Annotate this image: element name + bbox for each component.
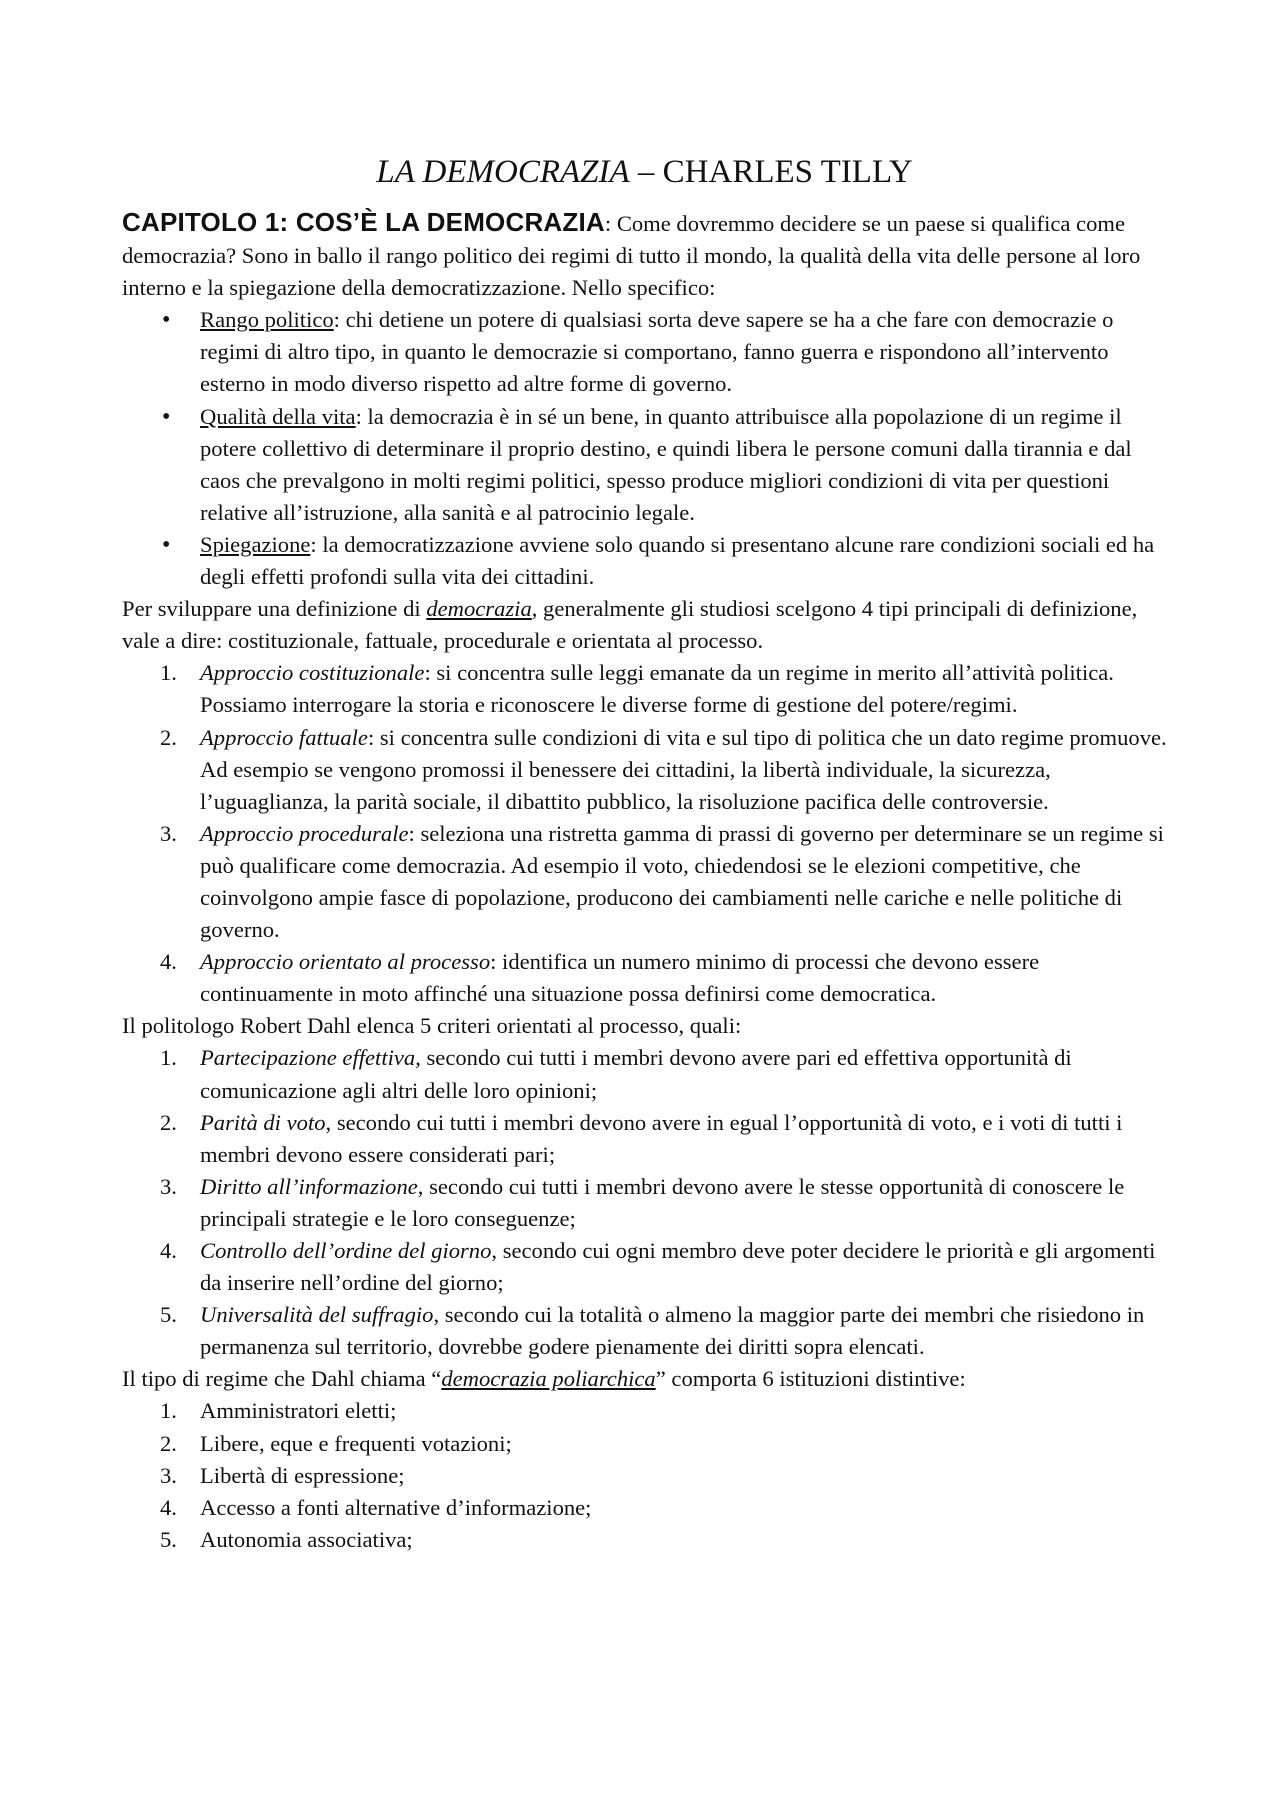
list-item [122, 1460, 1167, 1492]
polyarchy-text: Il tipo di regime che Dahl chiama “ [122, 1366, 442, 1392]
list-item [122, 722, 1167, 818]
document-page [122, 150, 1167, 1556]
criterion-text: , secondo cui la totalità o almeno la maggior parte dei membri che risiedono in permanenza sul territorio, dovrebbe godere pienamente dei diritti sopra elencati. [200, 1302, 1145, 1360]
approach-text: : si concentra sulle condizioni di vita e sul tipo di politica che un dato regime promuove. Ad esempio se vengono promossi il benessere dei cittadini, la libertà individuale, la sicurezza, l’uguaglianza, la parità sociale, il dibattito pubblico, la risoluzione pacifica delle controversie. [200, 724, 1167, 814]
list-item [122, 401, 1167, 529]
approach-term: Approccio orientato al processo [200, 949, 491, 975]
definition-term: democrazia [426, 596, 532, 622]
list-item [122, 1395, 1167, 1427]
criterion-text: , secondo cui tutti i membri devono avere in egual l’opportunità di voto, e i voti di tutti i membri devono essere considerati pari; [200, 1109, 1123, 1167]
approaches-list [122, 657, 1167, 1010]
list-item [122, 1042, 1167, 1106]
dahl-intro-paragraph: Il politologo Robert Dahl elenca 5 criteri orientati al processo, quali: [122, 1013, 742, 1039]
criterion-term: Controllo dell’ordine del giorno [200, 1238, 492, 1263]
definition-text: Per sviluppare una definizione di [122, 596, 427, 622]
bullet-term: Rango politico [200, 307, 334, 333]
approach-text: : identifica un numero minimo di processi che devono essere continuamente in moto affinché una situazione possa definirsi come democratica. [200, 949, 1040, 1007]
list-item [122, 1492, 1167, 1524]
reasons-list [122, 304, 1167, 593]
list-number: 4. [160, 1238, 177, 1263]
definition-text: , generalmente gli studiosi scelgono 4 tipi principali di definizione, vale a dire: costituzionale, fattuale, procedurale e orientata al processo. [122, 596, 1138, 654]
list-item [122, 1428, 1167, 1460]
criterion-term: Diritto all’informazione [200, 1173, 418, 1199]
title-rest: – CHARLES TILLY [629, 154, 913, 190]
approach-text: : seleziona una ristretta gamma di prassi di governo per determinare se un regime si può qualificare come democrazia. Ad esempio il voto, chiedendosi se le elezioni competitive, che coinvolgono ampie fasce di popolazione, producono dei cambiamenti nelle cariche e nelle politiche di governo. [200, 820, 1164, 943]
bullet-term: Spiegazione [200, 531, 311, 557]
list-number: 2. [160, 1430, 177, 1456]
approach-text: : si concentra sulle leggi emanate da un regime in merito all’attività politica. Possiamo interrogare la storia e riconoscere le diverse forme di gestione del potere/regimi. [200, 660, 1114, 718]
list-item [122, 1524, 1167, 1556]
list-number: 1. [160, 660, 177, 686]
list-number: 2. [160, 1109, 177, 1135]
list-number: 4. [160, 949, 177, 975]
polyarchy-text: ” comporta 6 istituzioni distintive: [655, 1366, 966, 1392]
definition-paragraph [122, 593, 1167, 657]
list-item [122, 1107, 1167, 1171]
criterion-term: Parità di voto [200, 1109, 326, 1135]
list-number: 3. [160, 820, 177, 846]
institution-text: Accesso a fonti alternative d’informazione; [200, 1494, 592, 1520]
list-number: 5. [160, 1526, 177, 1552]
institutions-list [122, 1395, 1167, 1555]
criteria-list [122, 1042, 1167, 1363]
criterion-text: , secondo cui ogni membro deve poter decidere le priorità e gli argomenti da inserire nell’ordine del giorno; [200, 1238, 1156, 1296]
institution-text: Autonomia associativa; [200, 1526, 413, 1552]
list-number: 3. [160, 1462, 177, 1488]
approach-term: Approccio fattuale [200, 724, 368, 750]
chapter-heading: CAPITOLO 1: COS’È LA DEMOCRAZIA [122, 207, 605, 237]
institution-text: Amministratori eletti; [200, 1398, 397, 1424]
criterion-term: Partecipazione effettiva [200, 1045, 416, 1071]
list-item [122, 529, 1167, 593]
list-item [122, 946, 1167, 1010]
list-number: 2. [160, 724, 177, 750]
list-item [122, 657, 1167, 721]
document-title [122, 150, 1167, 194]
polyarchy-term: democrazia poliarchica [441, 1366, 656, 1392]
bullet-term: Qualità della vita [200, 403, 356, 429]
approach-term: Approccio costituzionale [200, 660, 425, 686]
title-italic: LA DEMOCRAZIA [376, 154, 630, 190]
bullet-text: : chi detiene un potere di qualsiasi sorta deve sapere se ha a che fare con democrazie o regimi di altro tipo, in quanto le democrazie si comportano, fanno guerra e rispondono all’intervento esterno in modo diverso rispetto ad altre forme di governo. [200, 307, 1114, 397]
approach-term: Approccio procedurale [200, 820, 409, 846]
list-item [122, 818, 1167, 946]
list-number: 3. [160, 1173, 177, 1199]
institution-text: Libere, eque e frequenti votazioni; [200, 1430, 512, 1456]
intro-paragraph [122, 206, 1167, 304]
criterion-term: Universalità del suffragio [200, 1302, 434, 1328]
list-number: 4. [160, 1494, 177, 1520]
list-number: 1. [160, 1045, 177, 1071]
criterion-text: , secondo cui tutti i membri devono avere pari ed effettiva opportunità di comunicazione agli altri delle loro opinioni; [200, 1045, 1072, 1103]
list-number: 5. [160, 1302, 177, 1328]
list-number: 1. [160, 1398, 177, 1424]
criterion-text: , secondo cui tutti i membri devono avere le stesse opportunità di conoscere le principali strategie e le loro conseguenze; [200, 1173, 1125, 1231]
intro-text: : Come dovremmo decidere se un paese si qualifica come democrazia? Sono in ballo il rango politico dei regimi di tutto il mondo, la qualità della vita delle persone al loro interno e la spiegazione della democratizzazione. Nello specifico: [122, 211, 1141, 301]
list-item [122, 304, 1167, 400]
list-item [122, 1299, 1167, 1363]
polyarchy-paragraph [122, 1363, 1167, 1395]
list-item [122, 1171, 1167, 1235]
bullet-text: : la democrazia è in sé un bene, in quanto attribuisce alla popolazione di un regime il potere collettivo di determinare il proprio destino, e quindi libera le persone comuni dalla tirannia e dal caos che prevalgono in molti regimi politici, spesso produce migliori condizioni di vita per questioni relative all’istruzione, alla sanità e al patrocinio legale. [200, 403, 1132, 525]
bullet-text: : la democratizzazione avviene solo quando si presentano alcune rare condizioni sociali ed ha degli effetti profondi sulla vita dei cittadini. [200, 531, 1155, 590]
institution-text: Libertà di espressione; [200, 1462, 405, 1488]
list-item [122, 1235, 1167, 1299]
